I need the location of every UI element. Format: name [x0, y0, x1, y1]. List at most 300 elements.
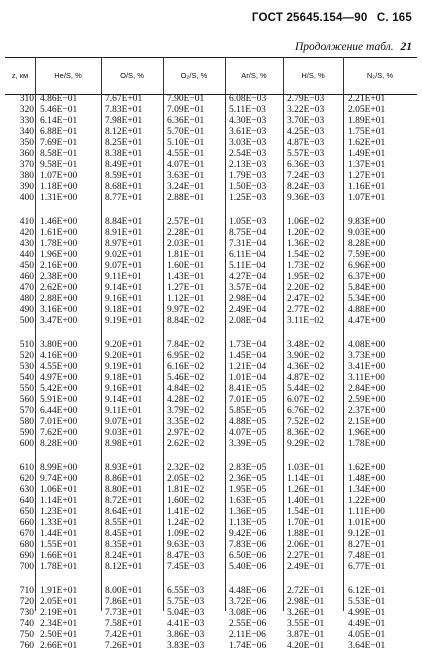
- value-cell: 9.07E+01: [105, 417, 143, 427]
- altitude-cell: 710: [19, 586, 34, 596]
- value-cell: 2.34E+01: [40, 619, 78, 629]
- table-row: [5, 507, 417, 518]
- value-cell: 1.48E+00: [348, 474, 386, 484]
- value-cell: 8.45E+01: [105, 529, 143, 539]
- value-cell: 1.26E−01: [287, 485, 325, 495]
- value-cell: 7.98E+01: [105, 116, 143, 126]
- altitude-cell: 410: [19, 217, 34, 227]
- value-cell: 8.80E+01: [105, 485, 143, 495]
- header-nitrogen: N₂/S, %: [366, 71, 394, 80]
- value-cell: 6.76E−02: [287, 406, 325, 416]
- value-cell: 1.14E−01: [287, 474, 325, 484]
- value-cell: 4.48E−06: [229, 586, 267, 596]
- value-cell: 1.36E−02: [287, 239, 325, 249]
- value-cell: 7.67E+01: [105, 94, 143, 104]
- value-cell: 7.69E−01: [40, 138, 78, 148]
- altitude-cell: 310: [19, 94, 34, 104]
- value-cell: 1.62E+01: [348, 138, 386, 148]
- row-group: [5, 94, 417, 204]
- value-cell: 1.95E−02: [287, 272, 325, 282]
- value-cell: 1.22E+00: [348, 496, 386, 506]
- altitude-cell: 630: [19, 485, 34, 495]
- value-cell: 1.62E+00: [348, 463, 386, 473]
- value-cell: 3.47E+00: [40, 316, 78, 326]
- value-cell: 9.83E+00: [348, 217, 386, 227]
- value-cell: 9.14E+01: [105, 395, 143, 405]
- value-cell: 1.91E+01: [40, 586, 78, 596]
- value-cell: 8.12E+01: [105, 127, 143, 137]
- value-cell: 2.49E−04: [229, 305, 267, 315]
- value-cell: 9.36E−03: [287, 193, 325, 203]
- value-cell: 2.05E−02: [167, 474, 205, 484]
- value-cell: 5.57E−03: [287, 149, 325, 159]
- value-cell: 2.38E+00: [40, 272, 78, 282]
- altitude-cell: 660: [19, 518, 34, 528]
- value-cell: 9.03E+01: [105, 428, 143, 438]
- value-cell: 5.70E−01: [167, 127, 205, 137]
- value-cell: 6.07E−02: [287, 395, 325, 405]
- value-cell: 1.12E−01: [167, 294, 205, 304]
- table-row: [5, 562, 417, 573]
- caption-text: Продолжение табл.: [295, 41, 394, 53]
- value-cell: 1.13E−05: [229, 518, 267, 528]
- value-cell: 3.90E−02: [287, 351, 325, 361]
- value-cell: 4.16E+00: [40, 351, 78, 361]
- table-row: [5, 586, 417, 597]
- altitude-cell: 500: [19, 316, 34, 326]
- value-cell: 2.79E−03: [287, 94, 325, 104]
- value-cell: 7.62E+00: [40, 428, 78, 438]
- value-cell: 9.63E−03: [167, 540, 205, 550]
- value-cell: 5.40E−06: [229, 562, 267, 572]
- header-oxygen: O/S, %: [120, 71, 144, 80]
- table-row: [5, 250, 417, 261]
- value-cell: 6.95E−02: [167, 351, 205, 361]
- altitude-cell: 520: [19, 351, 34, 361]
- value-cell: 7.59E+00: [348, 250, 386, 260]
- value-cell: 1.60E−01: [167, 261, 205, 271]
- value-cell: 1.03E−01: [287, 463, 325, 473]
- value-cell: 2.88E+00: [40, 294, 78, 304]
- altitude-cell: 320: [19, 105, 34, 115]
- value-cell: 7.01E+00: [40, 417, 78, 427]
- value-cell: 6.36E−01: [167, 116, 205, 126]
- value-cell: 3.03E−03: [229, 138, 267, 148]
- value-cell: 9.58E−01: [40, 160, 78, 170]
- value-cell: 6.12E−01: [348, 586, 386, 596]
- value-cell: 8.98E+01: [105, 439, 143, 449]
- value-cell: 1.16E+01: [348, 182, 386, 192]
- value-cell: 2.98E−04: [229, 294, 267, 304]
- value-cell: 1.37E+01: [348, 160, 386, 170]
- value-cell: 9.18E+01: [105, 373, 143, 383]
- altitude-cell: 380: [19, 171, 34, 181]
- value-cell: 4.99E−01: [348, 608, 386, 618]
- value-cell: 1.55E+01: [40, 540, 78, 550]
- value-cell: 1.06E−02: [287, 217, 325, 227]
- value-cell: 8.49E+01: [105, 160, 143, 170]
- value-cell: 3.70E−03: [287, 116, 325, 126]
- row-group: [5, 586, 417, 652]
- composition-table: [5, 57, 417, 651]
- value-cell: 1.01E+00: [348, 518, 386, 528]
- table-row: [5, 384, 417, 395]
- value-cell: 6.44E+00: [40, 406, 78, 416]
- table-row: [5, 340, 417, 351]
- altitude-cell: 360: [19, 149, 34, 159]
- altitude-cell: 600: [19, 439, 34, 449]
- value-cell: 5.34E+00: [348, 294, 386, 304]
- value-cell: 1.06E+01: [40, 485, 78, 495]
- value-cell: 7.45E−03: [167, 562, 205, 572]
- table-row: [5, 485, 417, 496]
- header-argon: Ar/S, %: [241, 71, 267, 80]
- value-cell: 8.86E+01: [105, 474, 143, 484]
- value-cell: 1.50E−03: [229, 182, 267, 192]
- value-cell: 5.85E−05: [229, 406, 267, 416]
- altitude-cell: 480: [19, 294, 34, 304]
- value-cell: 7.83E−06: [229, 540, 267, 550]
- value-cell: 1.07E+01: [348, 193, 386, 203]
- value-cell: 3.61E−03: [229, 127, 267, 137]
- value-cell: 3.41E+00: [348, 362, 386, 372]
- altitude-cell: 490: [19, 305, 34, 315]
- value-cell: 8.35E+01: [105, 540, 143, 550]
- value-cell: 1.73E−02: [287, 261, 325, 271]
- value-cell: 2.57E−01: [167, 217, 205, 227]
- altitude-cell: 580: [19, 417, 34, 427]
- value-cell: 1.07E+00: [40, 171, 78, 181]
- value-cell: 2.88E−01: [167, 193, 205, 203]
- table-row: [5, 463, 417, 474]
- value-cell: 9.19E+01: [105, 362, 143, 372]
- value-cell: 7.73E+01: [105, 608, 143, 618]
- value-cell: 8.28E+00: [348, 239, 386, 249]
- altitude-cell: 470: [19, 283, 34, 293]
- value-cell: 5.44E−02: [287, 384, 325, 394]
- value-cell: 5.11E−03: [229, 105, 266, 115]
- value-cell: 3.63E−01: [167, 171, 205, 181]
- value-cell: 2.05E+01: [40, 597, 78, 607]
- value-cell: 6.77E−01: [348, 562, 386, 572]
- value-cell: 7.01E−05: [229, 395, 267, 405]
- value-cell: 1.81E−02: [167, 485, 205, 495]
- value-cell: 1.23E+01: [40, 507, 78, 517]
- value-cell: 8.93E+01: [105, 463, 143, 473]
- altitude-cell: 740: [19, 619, 34, 629]
- table-row: [5, 283, 417, 294]
- altitude-cell: 550: [19, 384, 34, 394]
- altitude-cell: 440: [19, 250, 34, 260]
- value-cell: 8.00E+01: [105, 586, 143, 596]
- value-cell: 1.18E+00: [40, 182, 78, 192]
- value-cell: 3.55E−01: [287, 619, 325, 629]
- value-cell: 2.32E−02: [167, 463, 205, 473]
- value-cell: 2.19E+01: [40, 608, 78, 618]
- value-cell: 3.16E+00: [40, 305, 78, 315]
- value-cell: 2.54E−03: [229, 149, 267, 159]
- altitude-cell: 350: [19, 138, 34, 148]
- value-cell: 1.31E+00: [40, 193, 78, 203]
- value-cell: 1.74E−06: [229, 641, 267, 651]
- table-continuation-caption: [295, 41, 412, 53]
- value-cell: 3.08E−06: [229, 608, 267, 618]
- value-cell: 5.42E+00: [40, 384, 78, 394]
- value-cell: 2.72E−01: [287, 586, 325, 596]
- value-cell: 1.61E+00: [40, 228, 78, 238]
- table-row: [5, 94, 417, 105]
- value-cell: 3.48E−02: [287, 340, 325, 350]
- altitude-cell: 750: [19, 630, 34, 640]
- value-cell: 9.02E+01: [105, 250, 143, 260]
- value-cell: 3.24E−01: [167, 182, 205, 192]
- table-row: [5, 619, 417, 630]
- value-cell: 2.20E−02: [287, 283, 325, 293]
- value-cell: 1.96E+00: [348, 428, 386, 438]
- value-cell: 4.36E−02: [287, 362, 325, 372]
- table-row: [5, 294, 417, 305]
- value-cell: 8.47E−03: [167, 551, 205, 561]
- table-row: [5, 551, 417, 562]
- value-cell: 7.86E+01: [105, 597, 143, 607]
- table-row: [5, 193, 417, 204]
- table-row: [5, 474, 417, 485]
- value-cell: 1.70E−01: [287, 518, 325, 528]
- value-cell: 4.55E+00: [40, 362, 78, 372]
- value-cell: 8.91E+01: [105, 228, 143, 238]
- table-row: [5, 105, 417, 116]
- value-cell: 2.49E−01: [287, 562, 325, 572]
- altitude-cell: 720: [19, 597, 34, 607]
- value-cell: 2.05E+01: [348, 105, 386, 115]
- value-cell: 2.77E−02: [287, 305, 325, 315]
- value-cell: 3.35E−02: [167, 417, 205, 427]
- value-cell: 4.28E−02: [167, 395, 205, 405]
- altitude-cell: 340: [19, 127, 34, 137]
- value-cell: 3.26E−01: [287, 608, 325, 618]
- value-cell: 2.13E−03: [229, 160, 267, 170]
- value-cell: 3.83E−03: [167, 641, 205, 651]
- value-cell: 4.30E−03: [229, 116, 267, 126]
- value-cell: 1.78E+00: [40, 239, 78, 249]
- table-row: [5, 116, 417, 127]
- value-cell: 5.46E−02: [167, 373, 205, 383]
- altitude-cell: 460: [19, 272, 34, 282]
- value-cell: 2.21E+01: [348, 94, 386, 104]
- value-cell: 2.27E−01: [287, 551, 325, 561]
- table-row: [5, 373, 417, 384]
- row-group: [5, 217, 417, 327]
- value-cell: 7.24E−03: [287, 171, 325, 181]
- value-cell: 3.73E+00: [348, 351, 386, 361]
- value-cell: 8.64E+01: [105, 507, 143, 517]
- value-cell: 8.84E−02: [167, 316, 205, 326]
- value-cell: 4.20E−01: [287, 641, 325, 651]
- value-cell: 3.11E−02: [287, 316, 324, 326]
- altitude-cell: 420: [19, 228, 34, 238]
- value-cell: 2.83E−05: [229, 463, 267, 473]
- value-cell: 4.86E−01: [40, 94, 78, 104]
- value-cell: 1.20E−02: [287, 228, 325, 238]
- value-cell: 1.25E−03: [229, 193, 267, 203]
- value-cell: 3.87E−01: [287, 630, 325, 640]
- value-cell: 4.88E+00: [348, 305, 386, 315]
- value-cell: 1.09E−02: [167, 529, 205, 539]
- value-cell: 4.25E−03: [287, 127, 325, 137]
- table-row: [5, 127, 417, 138]
- value-cell: 5.84E+00: [348, 283, 386, 293]
- value-cell: 7.48E−01: [348, 551, 386, 561]
- table-row: [5, 305, 417, 316]
- altitude-cell: 510: [19, 340, 34, 350]
- value-cell: 4.08E+00: [348, 340, 386, 350]
- value-cell: 9.20E+01: [105, 340, 143, 350]
- value-cell: 3.79E−02: [167, 406, 205, 416]
- table-row: [5, 439, 417, 450]
- header-helium: He/S, %: [54, 71, 82, 80]
- value-cell: 9.11E+01: [105, 272, 142, 282]
- value-cell: 1.21E−04: [229, 362, 267, 372]
- value-cell: 2.36E−05: [229, 474, 267, 484]
- altitude-cell: 640: [19, 496, 34, 506]
- value-cell: 1.60E−02: [167, 496, 205, 506]
- value-cell: 7.26E+01: [105, 641, 143, 651]
- value-cell: 8.24E−03: [287, 182, 325, 192]
- value-cell: 5.53E−01: [348, 597, 386, 607]
- value-cell: 9.11E+01: [105, 406, 142, 416]
- altitude-cell: 560: [19, 395, 34, 405]
- value-cell: 1.27E+01: [348, 171, 386, 181]
- table-row: [5, 496, 417, 507]
- value-cell: 7.42E+01: [105, 630, 143, 640]
- value-cell: 2.37E+00: [348, 406, 386, 416]
- value-cell: 8.12E+01: [105, 562, 143, 572]
- value-cell: 5.91E+00: [40, 395, 78, 405]
- altitude-cell: 760: [19, 641, 34, 651]
- value-cell: 2.55E−06: [229, 619, 267, 629]
- value-cell: 4.97E+00: [40, 373, 78, 383]
- value-cell: 6.11E−04: [229, 250, 266, 260]
- value-cell: 4.55E−01: [167, 149, 205, 159]
- header-altitude: z, км: [11, 71, 29, 80]
- table-row: [5, 529, 417, 540]
- value-cell: 2.28E−01: [167, 228, 205, 238]
- altitude-cell: 620: [19, 474, 34, 484]
- value-cell: 6.36E−03: [287, 160, 325, 170]
- altitude-cell: 400: [19, 193, 34, 203]
- value-cell: 1.79E−03: [229, 171, 267, 181]
- table-row: [5, 362, 417, 373]
- value-cell: 1.66E+01: [40, 551, 78, 561]
- altitude-cell: 610: [19, 463, 34, 473]
- altitude-cell: 450: [19, 261, 34, 271]
- value-cell: 3.86E−03: [167, 630, 205, 640]
- value-cell: 9.18E+01: [105, 305, 143, 315]
- value-cell: 2.62E−02: [167, 439, 205, 449]
- altitude-cell: 430: [19, 239, 34, 249]
- value-cell: 4.07E−01: [167, 160, 205, 170]
- table-row: [5, 171, 417, 182]
- altitude-cell: 700: [19, 562, 34, 572]
- value-cell: 2.47E−02: [287, 294, 325, 304]
- value-cell: 8.97E+01: [105, 239, 143, 249]
- value-cell: 9.07E+01: [105, 261, 143, 271]
- value-cell: 8.99E+00: [40, 463, 78, 473]
- altitude-cell: 390: [19, 182, 34, 192]
- value-cell: 9.03E+00: [348, 228, 386, 238]
- value-cell: 9.14E+01: [105, 283, 143, 293]
- value-cell: 6.50E−06: [229, 551, 267, 561]
- value-cell: 1.88E−01: [287, 529, 325, 539]
- value-cell: 1.05E−03: [229, 217, 267, 227]
- standard-designation: ГОСТ 25645.154—90: [251, 12, 368, 24]
- value-cell: 2.62E+00: [40, 283, 78, 293]
- value-cell: 3.11E+00: [348, 373, 385, 383]
- value-cell: 2.98E−01: [287, 597, 325, 607]
- value-cell: 6.37E+00: [348, 272, 386, 282]
- table-row: [5, 261, 417, 272]
- table-row: [5, 272, 417, 283]
- altitude-cell: 590: [19, 428, 34, 438]
- value-cell: 7.83E+01: [105, 105, 143, 115]
- value-cell: 1.78E+00: [348, 439, 386, 449]
- value-cell: 1.73E−04: [229, 340, 267, 350]
- table-row: [5, 239, 417, 250]
- altitude-cell: 670: [19, 529, 34, 539]
- value-cell: 1.11E+00: [348, 507, 385, 517]
- value-cell: 3.22E−03: [287, 105, 325, 115]
- table-row: [5, 316, 417, 327]
- table-row: [5, 217, 417, 228]
- value-cell: 6.14E−01: [40, 116, 78, 126]
- value-cell: 1.95E−05: [229, 485, 267, 495]
- table-row: [5, 160, 417, 171]
- value-cell: 1.33E+01: [40, 518, 78, 528]
- altitude-cell: 370: [19, 160, 34, 170]
- table-row: [5, 406, 417, 417]
- value-cell: 4.07E−05: [229, 428, 267, 438]
- value-cell: 1.41E−02: [167, 507, 205, 517]
- value-cell: 6.08E−03: [229, 94, 267, 104]
- value-cell: 4.88E−05: [229, 417, 267, 427]
- table-row: [5, 395, 417, 406]
- value-cell: 8.77E+01: [105, 193, 143, 203]
- value-cell: 8.38E+01: [105, 149, 143, 159]
- value-cell: 7.58E+01: [105, 619, 143, 629]
- value-cell: 3.64E−01: [348, 641, 386, 651]
- value-cell: 2.84E+00: [348, 384, 386, 394]
- value-cell: 3.72E−06: [229, 597, 267, 607]
- value-cell: 2.16E+00: [40, 261, 78, 271]
- value-cell: 3.57E−04: [229, 283, 267, 293]
- value-cell: 8.58E−01: [40, 149, 78, 159]
- value-cell: 9.16E+01: [105, 384, 143, 394]
- table-row: [5, 351, 417, 362]
- altitude-cell: 690: [19, 551, 34, 561]
- value-cell: 4.05E−01: [348, 630, 386, 640]
- header-molecular-oxygen: O₂/S, %: [180, 71, 208, 80]
- value-cell: 1.63E−05: [229, 496, 267, 506]
- row-group: [5, 463, 417, 573]
- value-cell: 9.42E−06: [229, 529, 267, 539]
- value-cell: 4.41E−03: [167, 619, 205, 629]
- value-cell: 1.54E−01: [287, 507, 325, 517]
- table-number: 21: [400, 41, 412, 53]
- value-cell: 2.06E−01: [287, 540, 325, 550]
- table-row: [5, 608, 417, 619]
- table-row: [5, 138, 417, 149]
- table-row: [5, 641, 417, 652]
